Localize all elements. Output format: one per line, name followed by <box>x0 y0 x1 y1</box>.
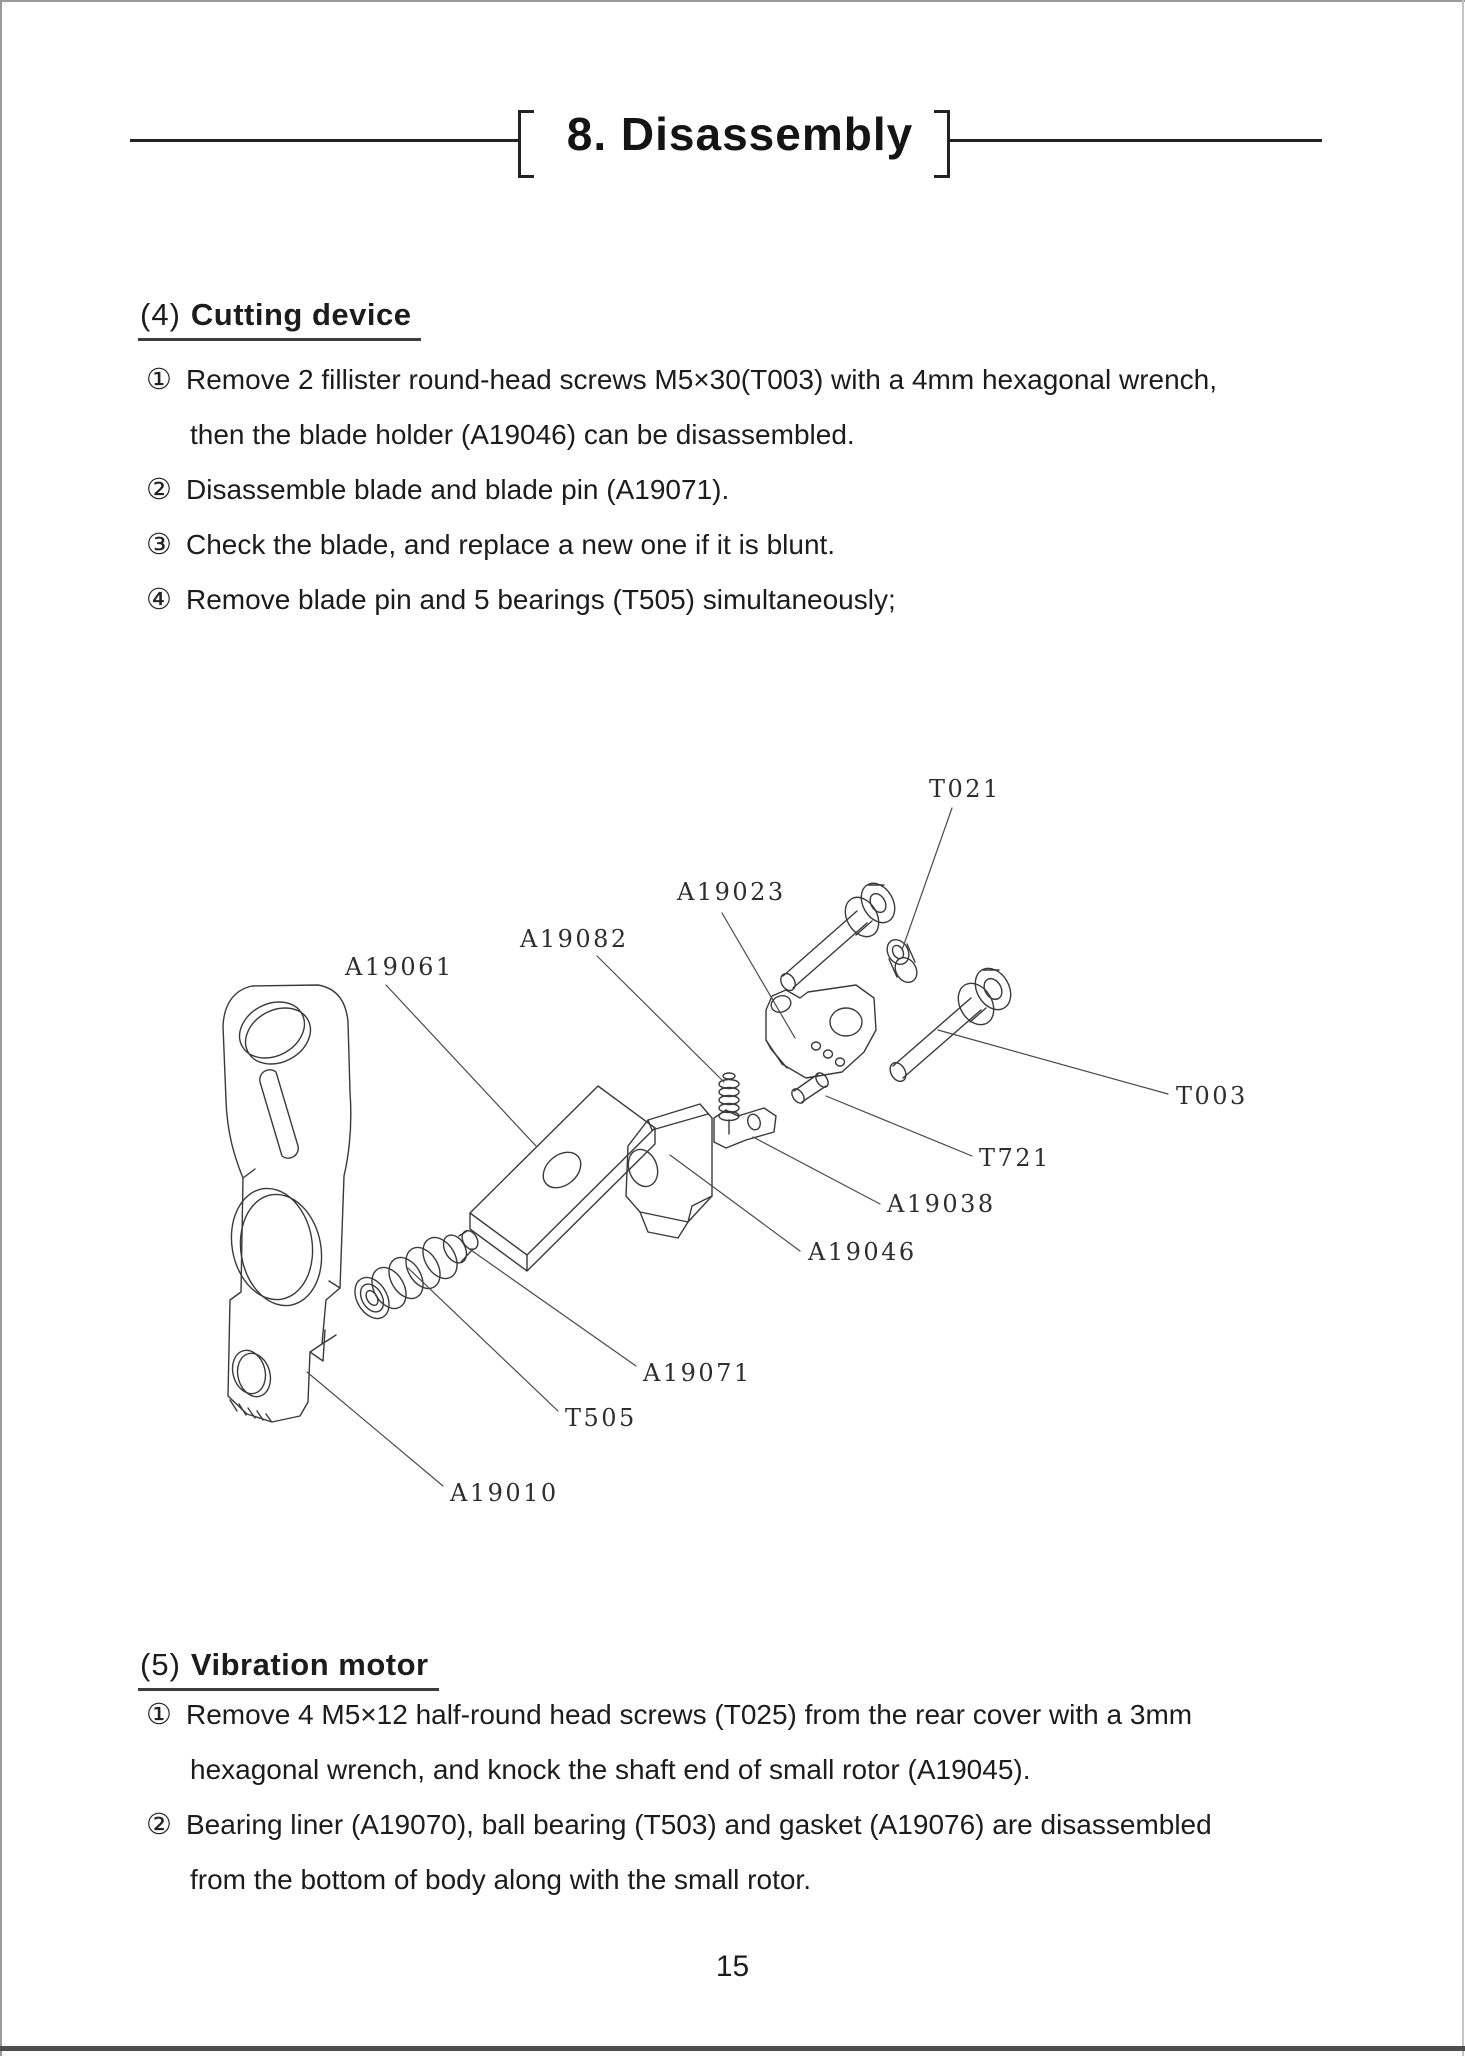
step-bullet: ② <box>146 472 172 506</box>
leader-line-a19082 <box>597 956 724 1082</box>
part-label-a19082: A19082 <box>520 925 629 953</box>
leader-line-a19061 <box>386 985 536 1146</box>
step-continuation: then the blade holder (A19046) can be disassembled. <box>190 419 855 450</box>
step-continuation: hexagonal wrench, and knock the shaft end of small rotor (A19045). <box>190 1754 1031 1785</box>
page-number: 15 <box>715 1950 750 1983</box>
leader-line-t721 <box>826 1096 972 1156</box>
part-label-a19046: A19046 <box>808 1238 917 1266</box>
part-body-a19010 <box>223 985 351 1422</box>
part-spring-a19082 <box>719 1073 739 1134</box>
part-label-a19038: A19038 <box>887 1190 996 1218</box>
leader-line-a19038 <box>753 1137 880 1204</box>
step-bullet: ② <box>146 1807 172 1841</box>
step-continuation: from the bottom of body along with the small rotor. <box>190 1864 811 1895</box>
section-number: (5) <box>140 1647 181 1682</box>
part-label-a19061: A19061 <box>345 953 454 981</box>
section-steps-vibration-motor <box>146 1687 1386 1907</box>
step-text: Check the blade, and replace a new one if it is blunt. <box>186 529 836 560</box>
part-screw-t003-lower <box>887 962 1018 1084</box>
part-label-a19010: A19010 <box>450 1479 559 1507</box>
section-heading-text: Cutting device <box>190 297 412 332</box>
step-text: Remove 2 fillister round-head screws M5×30(T003) with a 4mm hexagonal wrench, <box>186 364 1218 395</box>
page-title: 8. Disassembly <box>566 108 914 160</box>
part-label-a19071: A19071 <box>643 1359 752 1387</box>
step-text: Remove 4 M5×12 half-round head screws (T025) from the rear cover with a 3mm <box>186 1699 1193 1730</box>
leader-line-a19010 <box>307 1372 443 1486</box>
step-text: Remove blade pin and 5 bearings (T505) simultaneously; <box>186 584 896 615</box>
step-text: Bearing liner (A19070), ball bearing (T503) and gasket (A19076) are disassembled <box>186 1809 1212 1840</box>
leader-line-t505 <box>408 1268 558 1411</box>
leader-line-a19071 <box>468 1248 636 1366</box>
leader-line-t003 <box>938 1030 1168 1094</box>
part-lever-a19038 <box>714 1108 776 1148</box>
part-label-t505: T505 <box>565 1404 637 1432</box>
step-bullet: ① <box>146 362 172 396</box>
part-label-t003: T003 <box>1176 1082 1248 1110</box>
section-heading-vibration-motor <box>138 1647 439 1691</box>
part-bearings-t505-pin-a19071 <box>348 1228 481 1325</box>
part-screw-t003-upper <box>778 877 902 993</box>
part-label-t021: T021 <box>929 775 1001 803</box>
section-number: (4) <box>140 297 181 332</box>
part-pin-t721 <box>789 1071 830 1106</box>
leader-line-t021 <box>902 808 952 950</box>
leader-line-a19046 <box>670 1155 800 1251</box>
part-clamp-plate-a19023 <box>766 985 876 1078</box>
step-bullet: ① <box>146 1697 172 1731</box>
step-line <box>146 1687 1386 1742</box>
step-bullet: ④ <box>146 582 172 616</box>
step-bullet: ③ <box>146 527 172 561</box>
step-line <box>146 1797 1386 1852</box>
part-blade-holder-a19046 <box>623 1104 712 1238</box>
part-label-t721: T721 <box>979 1144 1051 1172</box>
part-label-a19023: A19023 <box>677 878 786 906</box>
step-text: Disassemble blade and blade pin (A19071). <box>186 474 730 505</box>
part-bushing-t021 <box>883 936 921 987</box>
section-heading-text: Vibration motor <box>190 1647 429 1682</box>
